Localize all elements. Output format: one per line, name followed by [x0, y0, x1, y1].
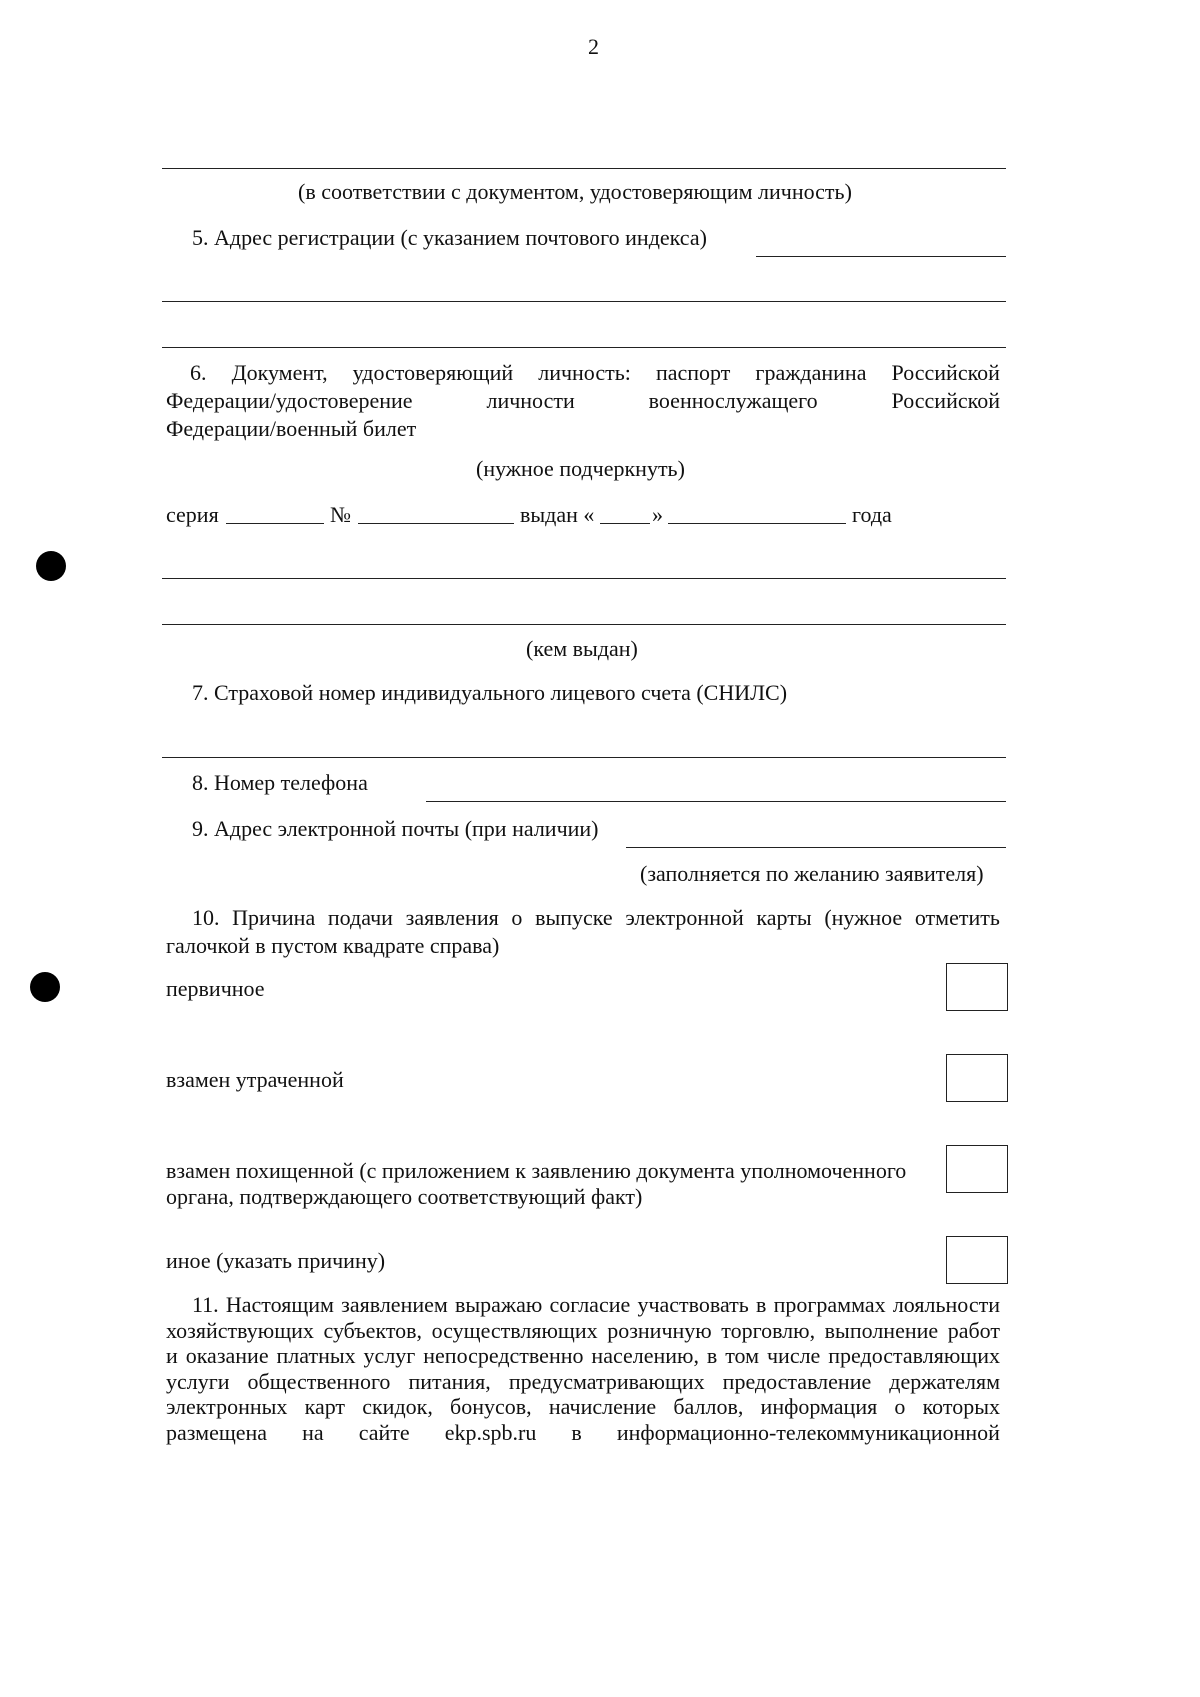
option-stolen-label-line2: органа, подтверждающего соответствующий факт) — [166, 1184, 643, 1209]
item6-word: Федерации/удостоверение — [166, 388, 413, 413]
page-number: 2 — [588, 34, 599, 59]
number-field[interactable] — [358, 523, 514, 524]
series-field[interactable] — [226, 523, 324, 524]
item6-word: Российской — [891, 360, 1000, 385]
item11-line2: хозяйствующих субъектов, осуществляющих розничную торговлю, выполнение работ — [166, 1317, 1000, 1343]
item10-paragraph — [166, 904, 1000, 960]
item11-paragraph — [166, 1292, 1000, 1445]
item6-line2 — [166, 387, 1000, 415]
issuer-field-line-2[interactable] — [162, 624, 1006, 625]
item11-line1: 11. Настоящим заявлением выражаю согласие участвовать в программах лояльности — [192, 1292, 1000, 1317]
option-stolen-checkbox[interactable] — [946, 1145, 1008, 1193]
year-label: года — [852, 502, 892, 527]
item10-word: о — [511, 905, 523, 930]
address-field-line-1[interactable] — [756, 256, 1006, 257]
option-stolen-label-line1: взамен похищенной (с приложением к заявлению документа уполномоченного — [166, 1158, 907, 1183]
number-label: № — [330, 502, 351, 527]
punch-hole-top — [36, 551, 66, 581]
item10-word: 10. — [192, 905, 220, 930]
item10-line1 — [166, 904, 1000, 932]
phone-field-line[interactable] — [426, 801, 1006, 802]
item11-line5: электронных карт скидок, бонусов, начисление баллов, информация о которых — [166, 1394, 1000, 1419]
address-field-line-3[interactable] — [162, 347, 1006, 348]
item10-word: выпуске — [535, 905, 613, 930]
item11-word: в — [571, 1419, 582, 1445]
id-note: (в соответствии с документом, удостоверяющим личность) — [298, 179, 852, 204]
punch-hole-bottom — [30, 972, 60, 1002]
item6-word: паспорт — [655, 360, 731, 385]
item10-word: отметить — [914, 905, 1000, 930]
item6-word: удостоверяющий — [352, 360, 514, 385]
issued-quote-close: » — [652, 502, 663, 527]
item6-word: гражданина — [755, 360, 867, 385]
item11-link: ekp.spb.ru — [444, 1419, 537, 1445]
item7-label: 7. Страховой номер индивидуального лицевого счета (СНИЛС) — [192, 680, 788, 705]
item6-line3: Федерации/военный билет — [166, 416, 417, 441]
option-primary-checkbox[interactable] — [946, 963, 1008, 1011]
item6-word: личность: — [538, 360, 631, 385]
option-lost-checkbox[interactable] — [946, 1054, 1008, 1102]
address-field-line-2[interactable] — [162, 301, 1006, 302]
item5-label: 5. Адрес регистрации (с указанием почтового индекса) — [192, 225, 707, 250]
item6-line1 — [166, 359, 1000, 387]
item11-line6 — [166, 1420, 1000, 1446]
item10-word: заявления — [405, 905, 499, 930]
series-label: серия — [166, 502, 219, 527]
issuer-hint: (кем выдан) — [526, 636, 638, 661]
item11-word: сайте — [358, 1419, 410, 1445]
issued-month-field[interactable] — [668, 523, 846, 524]
item6-word: личности — [486, 388, 575, 413]
option-lost-label: взамен утраченной — [166, 1067, 344, 1092]
item6-word: 6. — [190, 360, 207, 385]
issued-day-field[interactable] — [600, 523, 650, 524]
item11-line4: услуги общественного питания, предусматривающих предоставление держателям — [166, 1368, 1000, 1394]
item6-word: военнослужащего — [648, 388, 818, 413]
item6-word: Документ, — [231, 360, 328, 385]
item11-word: размещена — [166, 1419, 268, 1445]
item11-line3: и оказание платных услуг непосредственно населению, в том числе предоставляющих — [166, 1343, 1000, 1368]
item11-word: информационно-телекоммуникационной — [616, 1419, 1000, 1445]
item6-hint: (нужное подчеркнуть) — [476, 456, 685, 481]
item10-word: карты — [756, 905, 812, 930]
item10-line2: галочкой в пустом квадрате справа) — [166, 933, 500, 958]
snils-field-line[interactable] — [162, 757, 1006, 758]
issuer-field-line-1[interactable] — [162, 578, 1006, 579]
name-field-line[interactable] — [162, 168, 1006, 169]
optional-hint: (заполняется по желанию заявителя) — [640, 861, 984, 886]
item6-paragraph — [166, 359, 1000, 443]
option-other-checkbox[interactable] — [946, 1236, 1008, 1284]
option-primary-label: первичное — [166, 976, 265, 1001]
item10-word: Причина — [232, 905, 316, 930]
item10-word: (нужное — [824, 905, 903, 930]
item10-word: электронной — [625, 905, 744, 930]
item9-label: 9. Адрес электронной почты (при наличии) — [192, 816, 599, 841]
item8-label: 8. Номер телефона — [192, 770, 368, 795]
issued-label: выдан « — [520, 502, 595, 527]
option-other-label: иное (указать причину) — [166, 1248, 386, 1273]
item6-word: Российской — [891, 388, 1000, 413]
email-field-line[interactable] — [626, 847, 1006, 848]
item10-word: подачи — [327, 905, 393, 930]
item11-word: на — [302, 1419, 324, 1445]
